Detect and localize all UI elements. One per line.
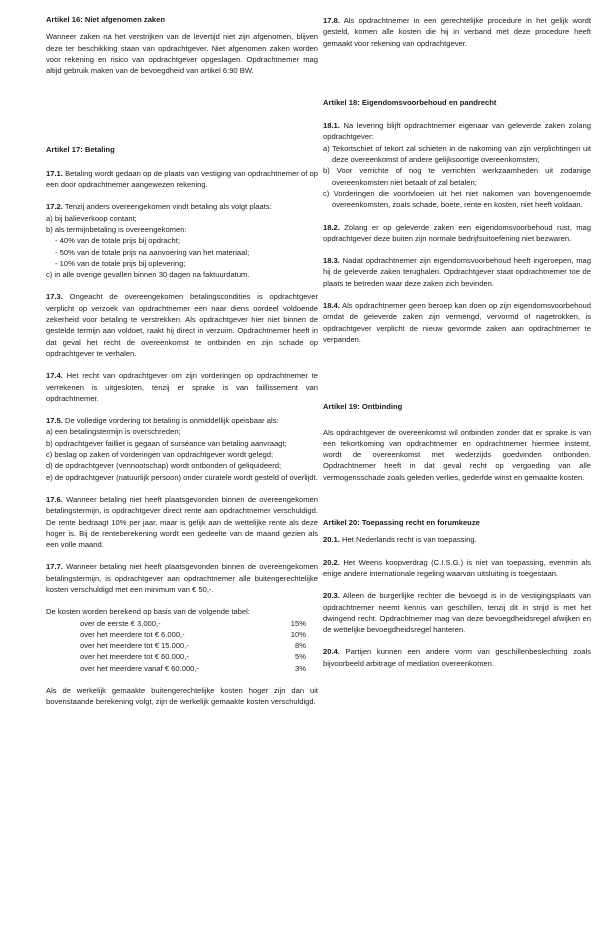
clause-20-1 [323,534,591,545]
clause-number: 17.8. [323,16,340,25]
clause-17-3 [46,291,318,359]
clause-17-4 [46,370,318,404]
fee-label: over het meerdere tot € 6.000,- [80,629,185,639]
clause-number: 20.3. [323,591,340,601]
article-16-title: Artikel 16: Niet afgenomen zaken [46,15,166,24]
clause-18-3 [323,255,591,289]
clause-18-1 [323,120,591,210]
clause-number: 20.2. [323,557,340,567]
article-19-title: Artikel 19: Ontbinding [323,402,403,412]
clause-number: 18.4. [323,301,340,311]
clause-17-1 [46,168,318,191]
fee-percentage: 8% [295,641,306,651]
list-item: c) beslag op zaken of vorderingen van opdrachtgever wordt gelegd; [46,450,274,460]
right-column [323,15,591,680]
fee-label: over het meerdere tot € 15.000,- [80,641,189,651]
clause-text: Ongeacht de overeengekomen betalingscondities is opdrachtgever verplicht op verzoek van opdrachtnemer een naar diens oordeel voldoende zekerheid voor betaling te verstrekken. Als opdrachtgever hier niet binnen de gestelde termijn aan voldoet, raakt hij direct in verzuim. Opdrachtnemer heeft in dat geval het recht de overeenkomst te ontbinden en zijn schade op opdrachtgever te verhalen. [46,292,318,358]
fee-table-section [46,606,318,674]
clause-number: 17.2. [46,202,63,212]
clause-text: Als opdrachtnemer in een gerechtelijke procedure in het gelijk wordt gesteld, komen alle kosten die hij in verband met deze procedure heeft gemaakt voor rekening van opdrachtgever. [323,16,591,48]
clause-20-4 [323,646,591,669]
list-item: a) Tekortschiet of tekort zal schieten in de nakoming van zijn verplichtingen uit deze overeenkomst of andere gelijksoortige overeenkomsten; [323,143,591,165]
fee-table [80,618,318,674]
fee-label: over het meerdere tot € 60.000,- [80,652,189,662]
clause-text: Het recht van opdrachtgever om zijn vorderingen op opdrachtnemer te verrekenen is uitgesloten, tenzij er sprake is van faillissement van opdrachtnemer. [46,371,318,403]
fee-percentage: 15% [290,618,306,628]
clause-text: Als opdrachtnemer geen beroep kan doen op zijn eigendomsvoorbehoud omdat de geleverde zaken zijn vermengd, vervormd of nagetrokken, is opdrachtgever verplicht de nieuw gevormde zaken aan opdrachtnemer te verpanden. [323,301,591,344]
list-subitem: - 10% van de totale prijs bij oplevering; [55,258,186,268]
list-item: e) de opdrachtgever (natuurlijk persoon) onder curatele wordt gesteld of overlijdt. [46,472,318,482]
article-20-title: Artikel 20: Toepassing recht en forumkeuze [323,518,480,528]
list-subitem: - 50% van de totale prijs na aanvoering van het materiaal; [55,247,250,257]
clause-number: 18.2. [323,222,340,232]
clause-20-2 [323,557,591,580]
article-16-body: Wanneer zaken na het verstrijken van de levertijd niet zijn afgenomen, blijven deze ter beschikking staan van opdrachtgever. Niet afgenomen zaken worden voor rekening en risico van opdrachtgever opgeslagen. Opdrachtnemer mag altijd gebruik maken van de bevoegdheid van artikel 6:90 BW. [46,32,318,76]
clause-text: Na levering blijft opdrachtnemer eigenaar van geleverde zaken zolang opdrachtgever: [323,121,591,142]
clause-number: 17.7. [46,562,63,572]
list-subitem: - 40% van de totale prijs bij opdracht; [55,236,180,246]
clause-17-7 [46,561,318,595]
fee-percentage: 3% [295,663,306,673]
list-item: d) de opdrachtgever (vennootschap) wordt ontbonden of geliquideerd; [46,461,282,471]
clause-number: 17.6. [46,494,63,504]
clause-number: 17.4. [46,371,63,381]
article-17-title: Artikel 17: Betaling [46,145,115,155]
clause-text: Wanneer betaling niet heeft plaatsgevonden binnen de overeengekomen betalingstermijn, is opdrachtgever aan opdrachtnemer alle buitengerechtelijke kosten verschuldigd met een minimum van € 50,-. [46,562,318,594]
clause-17-5 [46,415,318,483]
clause-text: De volledige vordering tot betaling is onmiddellijk opeisbaar als: [65,416,279,426]
clause-number: 18.3. [323,256,340,266]
left-column [46,14,318,708]
article-18-title: Artikel 18: Eigendomsvoorbehoud en pandrecht [323,97,497,107]
fee-percentage: 10% [290,629,306,639]
clause-18-2 [323,222,591,245]
clause-text: Alleen de burgerlijke rechter die bevoegd is in de vestigingsplaats van opdrachtnemer neemt kennis van geschillen, tenzij dit in strijd is met het dwingend recht. Opdrachtnemer mag van deze bevoegdheidsregel afwijken en de wettelijke bevoegdheidsregel hanteren. [323,591,591,635]
clause-text: Partijen kunnen een andere vorm van geschillenbeslechting zoals bijvoorbeeld arbitrage of mediation overeenkomen. [323,647,591,668]
clause-text: Nadat opdrachtnemer zijn eigendomsvoorbehoud heeft ingeroepen, mag hij de geleverde zaken terughalen. Opdrachtgever staat opdrachtnemer toe de plaats te betreden waar deze zaken zich bevinden. [323,256,591,288]
list-item: a) bij balieverkoop contant; [46,213,137,223]
clause-number: 18.1. [323,121,340,131]
clause-18-4 [323,300,591,345]
clause-number: 20.1. [323,535,340,545]
fee-label: over de eerste € 3.000,- [80,618,161,628]
clause-text: Tenzij anders overeengekomen vindt betaling als volgt plaats: [64,202,272,212]
list-item: c) Vorderingen die voortvloeien uit het niet nakomen van bovengenoemde overeenkomsten, zoals schade, boete, rente en kosten, niet heeft voldaan. [323,188,591,210]
list-item: c) in alle overige gevallen binnen 30 dagen na faktuurdatum. [46,270,250,280]
article-19-body: Als opdrachtgever de overeenkomst wil ontbinden zonder dat er sprake is van een tekortkoming van opdrachtnemer en opdrachtnemer hiermee instemt, wordt de overeenkomst met wederzijds goedvinden ontbonden. Opdrachtnemer heeft in dat geval recht op vergoeding van alle vermogensschade zoals geleden verlies, gederfde winst en gemaakte kosten. [323,427,591,482]
fee-label: over het meerdere vanaf € 60.000,- [80,663,200,673]
list-item: a) een betalingstermijn is overschreden; [46,427,181,437]
clause-20-3 [323,590,591,635]
list-item: b) opdrachtgever failliet is gegaan of surséance van betaling aanvraagt; [46,438,287,448]
clause-text: Betaling wordt gedaan op de plaats van vestiging van opdrachtnemer of op een door opdrachtnemer aangewezen rekening. [46,168,318,190]
clause-17-8 [323,15,591,49]
clause-text: Zolang er op geleverde zaken een eigendomsvoorbehoud rust, mag opdrachtgever deze buiten zijn normale bedrijfsuitoefening niet bezwaren. [323,222,591,243]
list-item: b) als termijnbetaling is overeengekomen: [46,224,187,234]
list-item: b) Voor verrichte of nog te verrichten werkzaamheden uit zodanige overeenkomsten niet betaalt of zal betalen; [323,166,591,187]
clause-17-6 [46,494,318,550]
clause-number: 17.3. [46,292,63,302]
clause-text: Het Nederlands recht is van toepassing. [342,535,477,545]
clause-17-2 [46,201,318,280]
clause-text: Wanneer betaling niet heeft plaatsgevonden binnen de overeengekomen betalingstermijn, is opdrachtgever direct rente aan opdrachtnemer verschuldigd. De rente bedraagt 10% per jaar, maar is gelijk aan de wettelijke rente als deze hoger is. Bij de renteberekening wordt een gedeelte van de maand gezien als een volle maand. [46,494,318,550]
clause-number: 17.1. [46,168,63,178]
fee-table-intro: De kosten worden berekend op basis van de volgende tabel: [46,607,250,617]
fee-percentage: 5% [295,652,306,662]
clause-number: 17.5. [46,416,63,426]
clause-number: 20.4. [323,647,340,657]
clause-text: Het Weens koopverdrag (C.I.S.G.) is niet van toepassing, evenmin als enige andere internationale regeling waarvan uitsluiting is toegestaan. [323,557,591,578]
clause-17-7-closing: Als de werkelijk gemaakte buitengerechtelijke kosten hoger zijn dan uit bovenstaande berekening volgt, zijn de werkelijk gemaakte kosten verschuldigd. [46,686,318,707]
